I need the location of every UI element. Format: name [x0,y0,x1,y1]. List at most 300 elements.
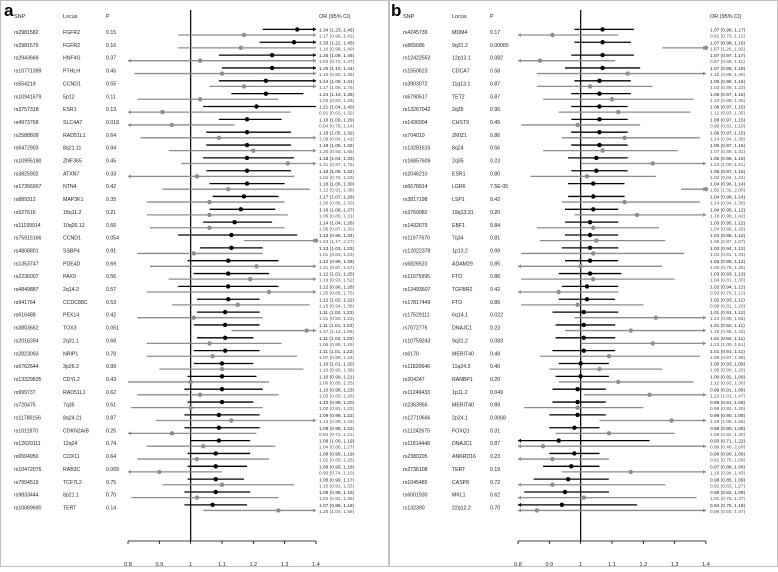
locus-label: CDYL2 [63,376,80,383]
locus-label: 11q13.1 [452,81,471,88]
or-ci-primary: 1.07 (0.95, 1.19) [710,67,746,73]
p-value: 0.19 [490,466,501,473]
p-value: 0.33 [106,171,117,178]
or-ci-primary: 1.11 (1.01, 1.22) [319,324,354,330]
p-value: 0.42 [490,197,501,204]
or-ci-primary: 1.18 (1.05, 1.32) [319,169,355,175]
point-estimate-secondary [669,418,673,422]
or-ci-secondary: 1.15 (0.86, 1.49) [710,73,746,79]
or-ci-secondary: 1.15 (0.94, 1.38) [319,304,355,310]
snp-label: rs4245739 [403,30,428,36]
point-estimate-primary [245,117,249,121]
or-ci-secondary: 0.93 (0.76, 1.12) [710,291,746,297]
snp-label: rs11814448 [403,441,431,448]
snp-label: rs75915166 [14,235,42,242]
locus-label: CDKN2A/B [63,428,89,435]
ci-arrow-primary [313,40,316,44]
locus-label: NRIP1 [63,351,79,358]
locus-label: PTHLH [63,68,81,75]
ci-arrow-secondary [703,444,706,448]
point-estimate-primary [239,207,243,211]
or-ci-secondary: 1.06 (0.87, 1.30) [319,227,355,233]
or-ci-secondary: 1.03 (0.83, 1.28) [319,98,355,104]
p-value: 0.75 [106,479,117,486]
p-value: 0.13 [106,107,117,114]
p-value: 0.87 [490,441,501,448]
p-value: 0.70 [106,492,117,499]
p-value: 0.78 [106,351,117,358]
locus-label: FTO [452,274,463,281]
locus-label: 8q21.11 [63,145,82,152]
snp-label: rs11242675 [403,428,431,435]
point-estimate-secondary [160,110,164,114]
locus-label: PAX9 [63,274,76,281]
or-ci-secondary: 1.16 (0.95, 1.43) [710,330,746,336]
locus-label: MDM4 [452,30,468,36]
header-or: OR (95% CI) [319,14,351,20]
or-ci-secondary: 1.13 (0.89, 1.43) [319,420,355,425]
or-ci-secondary: 1.19 (0.93, 1.52) [319,278,355,284]
ci-arrow-secondary [128,59,131,63]
point-estimate-secondary [188,380,192,384]
p-value: 0.80 [490,171,501,178]
locus-label: 11q24.3 [452,364,471,371]
snp-label: rs3803662 [14,325,39,332]
point-estimate-primary [245,169,249,173]
locus-label: 3p26.2 [63,364,79,371]
snp-label: rs10472076 [14,466,42,473]
p-value: 0.69 [106,261,117,268]
p-value: 0.94 [106,145,117,152]
point-estimate-secondary [588,84,592,88]
or-ci-secondary: 1.24 (0.98, 1.55) [710,317,746,323]
or-ci-secondary: 1.06 (0.86, 1.31) [319,214,355,220]
or-ci-secondary: 1.10 (0.90, 1.36) [319,368,355,374]
snp-label: rs616488 [14,312,36,319]
point-estimate-primary [597,117,601,121]
or-ci-primary: 1.24 (1.09, 1.41) [319,79,355,85]
ci-arrow-secondary [313,72,316,76]
snp-label: rs2943669 [14,55,39,62]
p-value: 0.083 [490,338,503,345]
point-estimate-primary [566,477,570,481]
p-value: 0.81 [490,235,501,242]
point-estimate-primary [220,374,224,378]
p-value: 0.57 [106,287,117,293]
or-ci-primary: 1.18 (1.09, 1.29) [319,118,355,124]
or-ci-primary: 1.08 (0.98, 1.19) [319,491,355,497]
locus-label: SLC4A7 [63,119,83,126]
point-estimate-secondary [198,59,202,63]
or-ci-secondary: 1.06 (0.86, 1.30) [319,201,355,207]
or-ci-secondary: 1.10 (0.82, 1.48) [319,73,355,79]
p-value: 0.87 [490,94,501,101]
p-value: 0.84 [490,222,501,229]
snp-label: rs1011970 [14,428,39,435]
point-estimate-secondary [198,393,202,397]
point-estimate-secondary [575,123,579,127]
or-ci-secondary: 1.14 (0.94, 1.38) [710,137,746,143]
or-ci-secondary: 1.00 (0.80, 1.25) [319,381,355,387]
ci-arrow-secondary [703,508,706,512]
or-ci-primary: 1.00 (0.93, 1.09) [710,362,746,368]
or-ci-primary: 1.03 (0.95, 1.12) [710,259,746,265]
p-value: 0.31 [490,428,501,435]
point-estimate-primary [295,27,299,31]
ci-arrow-secondary [313,84,316,88]
locus-label: 2q35 [452,158,464,165]
or-ci-primary: 1.11 (1.02, 1.20) [319,336,354,342]
locus-label: HNF4G [63,55,81,62]
point-estimate-secondary [220,367,224,371]
or-ci-secondary: 1.28 (1.04, 1.58) [319,509,355,515]
snp-label: rs7072776 [403,325,428,332]
locus-label: LGR6 [452,184,466,191]
or-ci-secondary: 1.14 (0.94, 1.38) [710,201,746,207]
locus-label: 7q34 [452,235,464,242]
locus-label: 2q35 [452,107,464,114]
p-value: 0.35 [106,197,117,204]
p-value: 0.96 [490,107,501,114]
point-estimate-secondary [192,316,196,320]
point-estimate-secondary [591,277,595,281]
or-ci-primary: 1.02 (0.94, 1.12) [710,285,746,291]
p-value: 0.86 [490,274,501,281]
or-ci-secondary: 1.25 (0.86, 1.75) [319,291,355,297]
snp-label: rs10771399 [14,68,42,75]
snp-label: rs2588809 [14,132,39,139]
p-value: 0.66 [106,222,117,229]
or-ci-secondary: 1.16 (0.96, 1.40) [319,47,355,53]
point-estimate-secondary [625,71,629,75]
ci-arrow-secondary [313,277,316,281]
locus-label: RANBP1 [452,376,473,383]
point-estimate-primary [220,361,224,365]
point-estimate-primary [594,156,598,160]
point-estimate-secondary [198,97,202,101]
point-estimate-secondary [647,393,651,397]
locus-label: COX11 [63,454,80,461]
point-estimate-primary [226,297,230,301]
locus-label: MERIT40 [452,351,474,358]
locus-label: 8q24.21 [63,415,82,422]
point-estimate-secondary [550,457,554,461]
or-ci-secondary: 1.02 (0.76, 1.33) [319,175,355,181]
point-estimate-primary [217,413,221,417]
point-estimate-primary [591,181,595,185]
ci-arrow-secondary [518,508,521,512]
snp-label: rs12620111 [14,441,41,448]
snp-label: rs3760982 [403,209,428,216]
ci-arrow-secondary [703,213,706,217]
snp-label: rs132390 [403,505,425,512]
point-estimate-secondary [575,303,579,307]
ci-arrow-secondary [128,470,131,474]
point-estimate-secondary [629,470,633,474]
point-estimate-secondary [304,328,308,332]
p-value: 0.62 [106,389,117,396]
p-value: 0.20 [490,209,501,216]
snp-label: rs13267042 [403,107,431,114]
ci-arrow-secondary [703,162,706,166]
p-value: 0.018 [106,119,119,126]
snp-label: rs17817449 [403,299,431,306]
locus-label: 12p13.1 [452,55,471,62]
point-estimate-secondary [220,71,224,75]
point-estimate-primary [563,490,567,494]
or-ci-primary: 1.11 (1.02, 1.22) [319,311,354,317]
point-estimate-secondary [651,161,655,165]
snp-label: rs17529111 [403,312,430,319]
point-estimate-secondary [207,226,211,230]
or-ci-primary: 1.07 (0.97, 1.17) [710,54,746,60]
p-value: 0.40 [490,364,501,371]
or-ci-primary: 1.10 (1.01, 1.20) [319,362,355,368]
point-estimate-secondary [226,187,230,191]
p-value: 7.5E-05 [490,184,509,191]
locus-label: 2p24.1 [452,415,468,422]
p-value: 0.89 [490,402,501,409]
ci-arrow-secondary [518,290,521,294]
x-tick-label: 1.2 [639,562,648,567]
p-value: 0.99 [106,364,117,371]
p-value: 0.64 [106,132,117,139]
ci-arrow-secondary [128,123,131,127]
or-ci-secondary: 1.04 (0.81, 1.30) [710,278,746,284]
point-estimate-secondary [651,341,655,345]
or-ci-primary: 0.99 (0.91, 1.08) [710,401,746,407]
point-estimate-primary [217,426,221,430]
or-ci-primary: 1.07 (0.98, 1.18) [319,503,355,509]
ci-arrow-secondary [313,290,316,294]
or-ci-primary: 1.11 (1.01, 1.22) [319,349,354,355]
or-ci-secondary: 1.03 (0.86, 1.23) [710,85,746,91]
ci-arrow-secondary [703,329,706,333]
p-value: 0.58 [490,68,501,75]
panel-label: b [391,1,402,20]
p-value: 0.25 [106,428,117,435]
point-estimate-secondary [170,123,174,127]
snp-label: rs941764 [14,299,36,306]
snp-label: rs554219 [14,81,36,88]
snp-label: rs10759243 [403,338,431,345]
or-ci-primary: 1.01 (0.91, 1.12) [710,311,746,317]
p-value: 0.022 [490,312,503,319]
or-ci-secondary: 1.07 (0.88, 1.31) [710,150,746,156]
p-value: 0.45 [490,119,501,126]
snp-label: rs16857609 [403,158,431,165]
point-estimate-primary [223,336,227,340]
point-estimate-secondary [207,200,211,204]
or-ci-primary: 1.04 (0.96, 1.14) [710,195,746,201]
snp-label: rs11977670 [403,235,431,242]
x-tick-label: 1.1 [608,562,616,567]
point-estimate-secondary [616,110,620,114]
locus-label: MERIT40 [452,402,474,409]
point-estimate-secondary [239,46,243,50]
or-ci-secondary: 0.99 (0.81, 1.20) [710,304,746,310]
p-value: 0.37 [106,55,117,62]
snp-label: rs11075995 [403,274,431,281]
or-ci-secondary: 1.31 (0.97, 1.75) [319,163,355,168]
or-ci-secondary: 1.10 (0.88, 1.36) [710,98,746,104]
or-ci-primary: 1.08 (0.99, 1.19) [319,452,355,458]
locus-label: CASP8 [452,479,470,486]
or-ci-primary: 1.08 (0.99, 1.17) [319,478,355,484]
locus-label: CCND1 [63,235,81,242]
point-estimate-secondary [235,303,239,307]
x-tick-label: 1.4 [702,562,710,567]
or-ci-secondary: 1.01 (0.75, 1.37) [710,497,746,503]
locus-label: DNAJC1 [452,441,473,448]
or-ci-primary: 1.13 (1.03, 1.23) [319,246,355,252]
locus-label: RAB3C [63,466,81,473]
ci-arrow-secondary [313,136,316,140]
point-estimate-primary [264,91,268,95]
point-estimate-secondary [286,161,290,165]
or-ci-secondary: 1.04 (0.81, 1.33) [710,252,746,258]
snp-label: rs6678914 [403,184,428,191]
snp-label: rs11780156 [14,415,42,422]
or-ci-secondary: 0.91 (0.63, 1.32) [319,111,355,117]
or-ci-secondary: 1.62 (1.32, 2.00) [710,188,746,194]
point-estimate-secondary [607,431,611,435]
point-estimate-primary [588,271,592,275]
locus-label: FOXQ1 [452,428,470,435]
ci-arrow-secondary [313,59,316,63]
or-ci-secondary: 1.17 (1.06, 1.76) [319,85,355,91]
or-ci-primary: 1.21 (1.04, 1.40) [319,105,355,111]
p-value: 0.85 [490,261,501,268]
or-ci-primary: 1.06 (0.97, 1.15) [710,105,746,111]
snp-label: rs865686 [403,42,425,49]
point-estimate-secondary [242,33,246,37]
point-estimate-secondary [610,97,614,101]
snp-label: rs10941679 [14,94,42,101]
or-ci-secondary: 1.10 (0.91, 1.33) [319,484,355,490]
locus-label: RAD51L1 [63,389,86,396]
p-value: 0.70 [490,505,501,512]
point-estimate-secondary [704,46,708,50]
point-estimate-primary [597,143,601,147]
point-estimate-secondary [600,148,604,152]
point-estimate-secondary [201,444,205,448]
ci-arrow-primary [313,27,316,31]
x-tick-label: 0.9 [155,562,164,567]
locus-label: ESR1 [452,171,466,178]
x-tick-label: 1 [189,562,193,567]
or-ci-secondary: 1.04 (0.86, 1.27) [319,445,355,451]
or-ci-primary: 1.34 (1.23, 1.46) [319,28,355,34]
or-ci-primary: 1.03 (0.94, 1.12) [710,246,746,252]
point-estimate-primary [242,194,246,198]
locus-label: 22q12.2 [452,505,471,512]
locus-label: FGFR2 [63,30,81,36]
or-ci-primary: 1.10 (0.99, 1.21) [319,375,355,381]
ci-arrow-secondary [313,162,316,166]
or-ci-primary: 0.95 (0.82, 1.09) [710,491,746,497]
point-estimate-secondary [195,457,199,461]
locus-label: RAD51L1 [63,132,86,139]
point-estimate-secondary [622,136,626,140]
p-value: 0.91 [106,248,117,255]
point-estimate-secondary [267,290,271,294]
locus-label: TGFBR2 [452,287,473,293]
p-value: 0.45 [106,68,117,75]
or-ci-secondary: 1.01 (0.83, 1.23) [319,317,355,323]
header-or: OR (95% CI) [710,14,742,20]
point-estimate-secondary [188,405,192,409]
or-ci-secondary: 1.18 (0.98, 1.42) [710,214,746,220]
p-value: 0.17 [490,30,501,36]
ci-arrow-secondary [518,264,521,268]
locus-label: TERT [452,466,466,473]
snp-label: rs10995190 [14,158,42,165]
locus-label: 9q31.2 [452,338,468,345]
snp-label: rs6790517 [403,94,428,101]
or-ci-secondary: 1.12 (0.93, 1.36) [710,381,746,387]
ci-arrow-secondary [703,393,706,397]
point-estimate-secondary [597,367,601,371]
point-estimate-primary [569,464,573,468]
or-ci-primary: 1.03 (0.95, 1.12) [710,234,746,240]
or-ci-secondary: 0.87 (0.68, 1.11) [710,60,745,66]
or-ci-secondary: 1.06 (0.90, 1.26) [710,368,746,374]
header-snp: SNP [403,14,415,20]
header-p: P [106,14,110,20]
snp-label: rs2981579 [14,42,39,49]
point-estimate-secondary [195,174,199,178]
p-value: 0.23 [490,158,501,165]
or-ci-secondary: 1.67 (1.26, 1.92) [710,47,746,53]
point-estimate-secondary [210,354,214,358]
snp-label: rs204247 [403,376,425,383]
locus-label: NTN4 [63,184,77,191]
or-ci-secondary: 1.04 (0.86, 1.25) [710,227,746,233]
or-ci-primary: 0.98 (0.90, 1.06) [710,426,746,432]
or-ci-primary: 1.26 (1.09, 1.46) [319,54,355,60]
p-value: 0.53 [106,299,117,306]
p-value: 0.15 [106,30,117,36]
x-tick-label: 1.3 [280,562,289,567]
point-estimate-primary [232,220,236,224]
or-ci-primary: 1.04 (0.96, 1.14) [710,182,746,188]
locus-label: CHST9 [452,119,470,126]
point-estimate-primary [214,477,218,481]
or-ci-secondary: 1.02 (0.84, 1.24) [710,175,746,181]
point-estimate-primary [557,438,561,442]
snp-label: rs9833444 [14,492,39,499]
snp-label: rs2016394 [14,338,39,345]
or-ci-primary: 0.93 (0.71, 1.22) [710,439,746,445]
p-value: 0.56 [490,145,501,152]
ci-arrow-primary [313,79,316,83]
header-snp: SNP [14,14,26,20]
point-estimate-secondary [217,136,221,140]
point-estimate-secondary [195,495,199,499]
ci-arrow-secondary [313,419,316,423]
point-estimate-primary [575,387,579,391]
point-estimate-primary [582,310,586,314]
panel-label: a [4,1,14,20]
or-ci-primary: 0.99 (0.91, 1.08) [710,388,746,394]
or-ci-primary: 1.18 (1.05, 1.32) [319,131,355,137]
locus-label: 9q31.2 [452,42,468,49]
snp-label: rs1436904 [403,119,428,126]
point-estimate-primary [578,361,582,365]
point-estimate-primary [560,503,564,507]
or-ci-secondary: 0.94 (0.72, 1.21) [319,432,355,438]
